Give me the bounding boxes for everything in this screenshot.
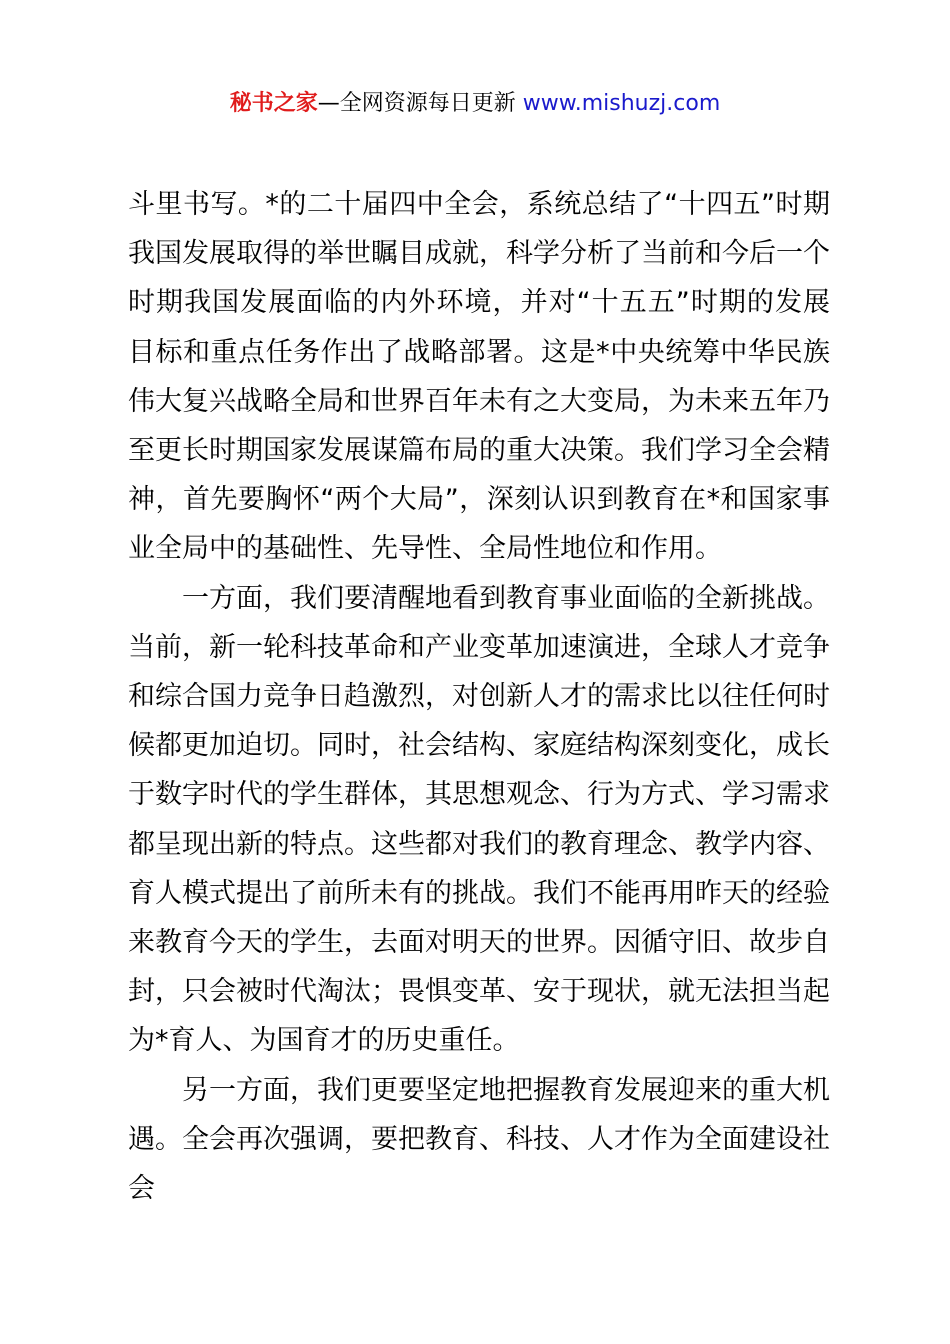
page-header	[0, 86, 950, 122]
document-body	[128, 180, 830, 1213]
paragraph-challenges: 一方面，我们要清醒地看到教育事业面临的全新挑战。当前，新一轮科技革命和产业变革加速演进，全球人才竞争和综合国力竞争日趋激烈，对创新人才的需求比以往任何时候都更加迫切。同时，社会结构、家庭结构深刻变化，成长于数字时代的学生群体，其思想观念、行为方式、学习需求都呈现出新的特点。这些都对我们的教育理念、教学内容、育人模式提出了前所未有的挑战。我们不能再用昨天的经验来教育今天的学生，去面对明天的世界。因循守旧、故步自封，只会被时代淘汰；畏惧变革、安于现状，就无法担当起为*育人、为国育才的历史重任。	[128, 582, 830, 1057]
header-tagline: —全网资源每日更新	[317, 91, 516, 116]
site-url-link[interactable]: www.mishuzj.com	[522, 91, 721, 116]
paragraph-opportunities: 另一方面，我们更要坚定地把握教育发展迎来的重大机遇。全会再次强调，要把教育、科技、人才作为全面建设社会	[128, 1074, 830, 1205]
paragraph-continued: 斗里书写。*的二十届四中全会，系统总结了“十四五”时期我国发展取得的举世瞩目成就，科学分析了当前和今后一个时期我国发展面临的内外环境，并对“十五五”时期的发展目标和重点任务作出了战略部署。这是*中央统筹中华民族伟大复兴战略全局和世界百年未有之大变局，为未来五年乃至更长时期国家发展谋篇布局的重大决策。我们学习全会精神，首先要胸怀“两个大局”，深刻认识到教育在*和国家事业全局中的基础性、先导性、全局性地位和作用。	[128, 189, 830, 565]
brand-name: 秘书之家	[229, 91, 318, 116]
